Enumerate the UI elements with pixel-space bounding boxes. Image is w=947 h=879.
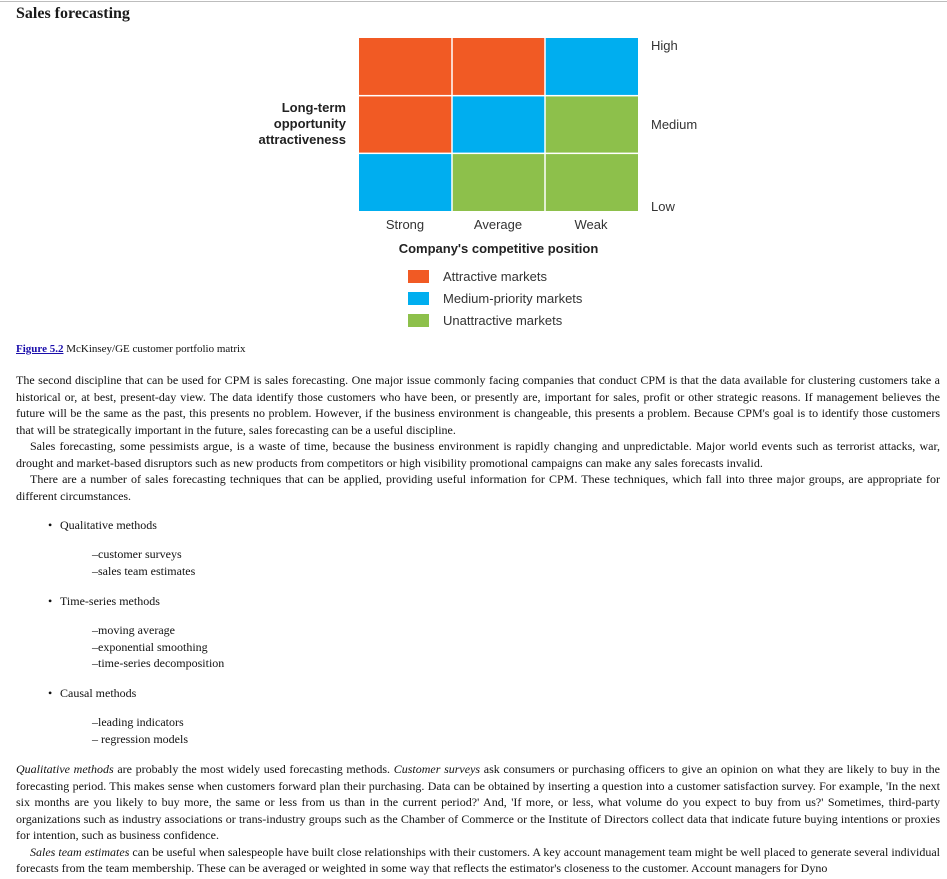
x-axis-title: Company's competitive position bbox=[398, 241, 599, 256]
legend-label: Medium-priority markets bbox=[443, 290, 583, 306]
y-axis-label-line: Long-term bbox=[281, 100, 346, 115]
matrix-cell-attractive bbox=[359, 96, 451, 152]
portfolio-matrix-figure bbox=[0, 0, 947, 340]
matrix-cell-unattractive bbox=[546, 96, 638, 152]
x-tick-strong: Strong bbox=[385, 217, 425, 232]
sub-list-item: –time-series decomposition bbox=[92, 656, 225, 670]
matrix-cell-medium bbox=[453, 96, 545, 152]
legend-swatch bbox=[408, 270, 429, 283]
sub-list-item: – regression models bbox=[92, 731, 188, 746]
list-item bbox=[48, 518, 157, 533]
method-name: Time-series methods bbox=[60, 594, 160, 608]
matrix-cell-medium bbox=[359, 154, 451, 211]
legend-item-medium bbox=[408, 290, 582, 306]
figure-link[interactable]: Figure 5.2 bbox=[16, 343, 64, 355]
section-title: Sales forecasting bbox=[16, 5, 130, 22]
legend-swatch bbox=[408, 292, 429, 305]
figure-caption bbox=[16, 343, 246, 355]
bullet-icon: • bbox=[48, 518, 53, 532]
bullet-icon: • bbox=[48, 594, 53, 608]
legend-swatch bbox=[408, 314, 429, 327]
sub-list-item: –moving average bbox=[92, 623, 175, 637]
matrix-cell-unattractive bbox=[546, 154, 638, 211]
term: Customer surveys bbox=[393, 762, 481, 776]
paragraph: There are a number of sales forecasting techniques that can be applied, providing useful information for CPM. These techniques, which fall into three major groups, are appropriate for different circumstances. bbox=[16, 472, 940, 503]
sub-list-item: –customer surveys bbox=[92, 547, 182, 561]
legend-item-attractive bbox=[408, 268, 547, 284]
text-run: are probably the most widely used forecasting methods. bbox=[113, 762, 394, 776]
x-tick-weak: Weak bbox=[574, 217, 608, 232]
sub-list bbox=[92, 622, 224, 672]
list-item bbox=[48, 594, 160, 609]
sub-list-item: –leading indicators bbox=[92, 715, 184, 729]
x-tick-average: Average bbox=[473, 217, 523, 232]
matrix-cell-attractive bbox=[453, 38, 545, 95]
paragraph: The second discipline that can be used for CPM is sales forecasting. One major issue commonly facing companies that conduct CPM is that the data available for clustering customers take a historical or, at best, present-day view. The data identify those customers who have been, or presently are, important for sales, profit or other strategic reasons. If management believes the future will be the same as the past, this presents no problem. However, if the business environment is changeable, this presents a problem. Because CPM's goal is to identify those customers that will be strategically important in the future, sales forecasting can be a useful discipline. bbox=[16, 373, 940, 437]
method-name: Qualitative methods bbox=[60, 518, 157, 532]
qualitative-text bbox=[16, 761, 940, 877]
term: Qualitative methods bbox=[16, 762, 114, 776]
bullet-icon: • bbox=[48, 686, 53, 700]
paragraph bbox=[16, 844, 940, 877]
matrix-cell-medium bbox=[546, 38, 638, 95]
matrix-cell-unattractive bbox=[453, 154, 545, 211]
y-tick-medium: Medium bbox=[651, 117, 698, 132]
y-axis-label-line: attractiveness bbox=[258, 132, 346, 147]
y-axis-label bbox=[246, 100, 346, 148]
text-run: ask consumers or purchasing officers to give an opinion on what they are likely to buy in the forecasting period. This makes sense when customers forward plan their purchasing. Data can be obtained by inserting a question into a customer satisfaction survey. For example, 'In the next six months are you likely to buy more, the same or less from us than in the current period?' And, 'If more, or less, what volume do you expect to buy from us?' Sometimes, third-party organizations such as industry associations or trans-industry groups such as the Chamber of Commerce or the Institute of Directors collect data that indicate future buying intentions or proxies for intention, such as business confidence. bbox=[16, 762, 940, 842]
text-run: can be useful when salespeople have built close relationships with their customers. A key account management team might be well placed to generate several individual forecasts from the team membership. These can be averaged or weighted in some way that reflects the estimator's closeness to the customer. Account managers for Dyno bbox=[16, 844, 940, 875]
legend-label: Unattractive markets bbox=[443, 312, 563, 328]
matrix-grid bbox=[359, 38, 638, 211]
caption-text: McKinsey/GE customer portfolio matrix bbox=[63, 343, 246, 355]
term: Sales team estimates bbox=[30, 844, 130, 859]
sub-list bbox=[92, 714, 188, 747]
sub-list-item: –exponential smoothing bbox=[92, 639, 208, 654]
method-name: Causal methods bbox=[60, 686, 137, 700]
sub-list-item: –sales team estimates bbox=[92, 563, 196, 578]
y-axis-label-line: opportunity bbox=[273, 116, 346, 131]
list-item bbox=[48, 686, 136, 701]
matrix-cell-attractive bbox=[359, 38, 451, 95]
legend-label: Attractive markets bbox=[443, 268, 548, 284]
paragraph: Sales forecasting, some pessimists argue, is a waste of time, because the business environment is rapidly changing and unpredictable. Major world events such as terrorist attacks, war, drought and market-based disruptors such as new products from competitors or high visibility promotional campaigns can make any sales forecasts invalid. bbox=[16, 439, 940, 470]
intro-text bbox=[16, 372, 940, 504]
y-tick-low: Low bbox=[651, 199, 675, 214]
legend-item-unattractive bbox=[408, 312, 562, 328]
y-tick-high: High bbox=[651, 38, 678, 53]
sub-list bbox=[92, 546, 195, 579]
paragraph bbox=[16, 761, 940, 844]
